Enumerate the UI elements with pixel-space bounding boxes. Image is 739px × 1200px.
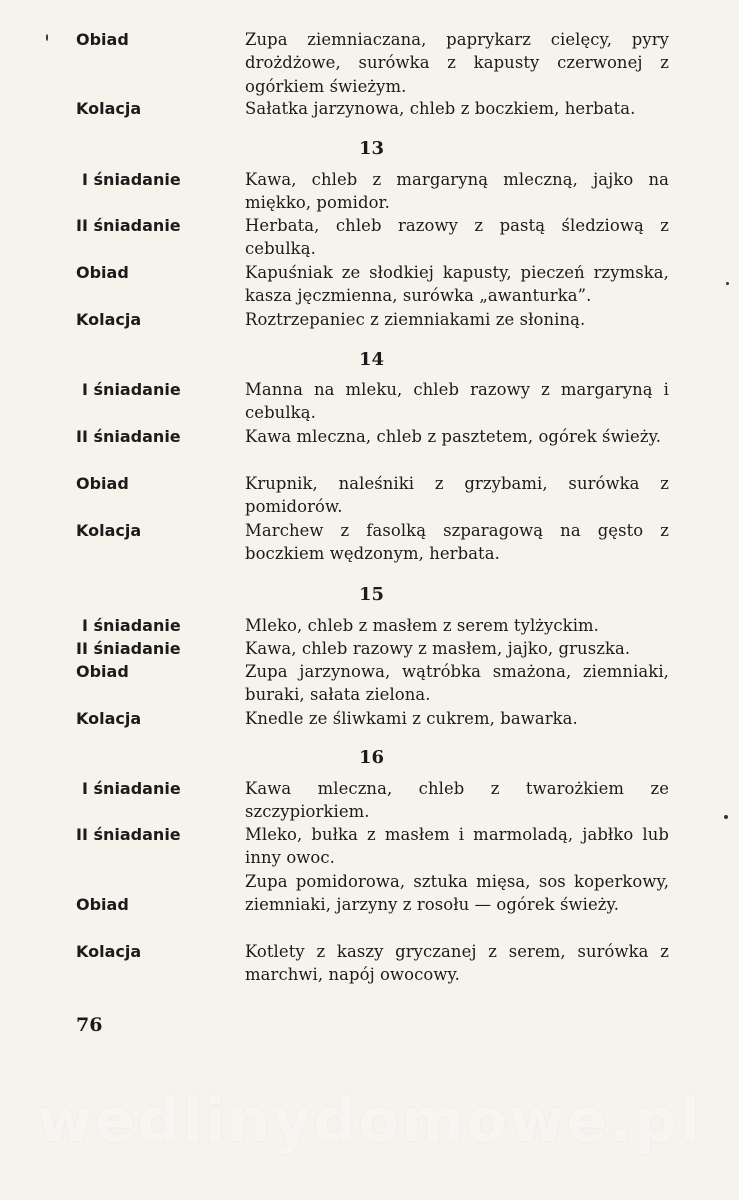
- meal-label: Kolacja: [76, 99, 142, 118]
- meal-description: Sałatka jarzynowa, chleb z boczkiem, herbata.: [245, 99, 636, 118]
- day-number-14: 14: [358, 349, 385, 370]
- meal-label: Obiad: [76, 662, 129, 681]
- meal-label: II śniadanie: [76, 639, 181, 658]
- meal-label: Obiad: [76, 474, 129, 493]
- page-number: 76: [76, 1014, 103, 1036]
- meal-label: II śniadanie: [76, 216, 181, 235]
- day-number-13: 13: [358, 138, 385, 159]
- meal-description: Zupa pomidorowa, sztuka mięsa, sos koperkowy, ziemniaki, jarzyny z rosołu — ogórek świeży.: [245, 872, 669, 915]
- scan-speck: [724, 815, 728, 819]
- meal-description: Kotlety z kaszy gryczanej z serem, surówka z marchwi, napój owocowy.: [245, 942, 669, 985]
- meal-description: Roztrzepaniec z ziemniakami ze słoniną.: [245, 310, 586, 329]
- meal-label: Obiad: [76, 263, 129, 282]
- meal-label: Kolacja: [76, 942, 142, 961]
- meal-label: I śniadanie: [82, 380, 181, 399]
- meal-label: Obiad: [76, 895, 129, 914]
- meal-label: Kolacja: [76, 709, 142, 728]
- meal-description: Marchew z fasolką szparagową na gęsto z boczkiem wędzonym, herbata.: [245, 521, 669, 564]
- meal-description: Knedle ze śliwkami z cukrem, bawarka.: [245, 709, 578, 728]
- meal-label: I śniadanie: [82, 779, 181, 798]
- meal-description: Kawa mleczna, chleb z twarożkiem ze szczypiorkiem.: [245, 779, 669, 822]
- meal-description: Kawa, chleb razowy z masłem, jajko, gruszka.: [245, 639, 631, 658]
- meal-label: Kolacja: [76, 521, 142, 540]
- meal-description: Kapuśniak ze słodkiej kapusty, pieczeń rzymska, kasza jęczmienna, surówka „awanturka”.: [245, 263, 669, 306]
- day-number-16: 16: [358, 747, 385, 768]
- meal-description: Zupa ziemniaczana, paprykarz cielęcy, pyry drożdżowe, surówka z kapusty czerwonej z ogórkiem świeżym.: [245, 30, 669, 96]
- meal-label: I śniadanie: [82, 616, 181, 635]
- meal-description: Mleko, bułka z masłem i marmoladą, jabłko lub inny owoc.: [245, 825, 669, 868]
- meal-description: Herbata, chleb razowy z pastą śledziową z cebulką.: [245, 216, 669, 259]
- meal-label: Obiad: [76, 30, 129, 49]
- meal-description: Mleko, chleb z masłem z serem tylżyckim.: [245, 616, 599, 635]
- meal-description: Zupa jarzynowa, wątróbka smażona, ziemniaki, buraki, sałata zielona.: [245, 662, 669, 705]
- day-number-15: 15: [358, 584, 385, 605]
- meal-description: Kawa, chleb z margaryną mleczną, jajko na miękko, pomidor.: [245, 170, 669, 213]
- watermark: wedlinydomowe.pl: [37, 1086, 702, 1156]
- meal-label: II śniadanie: [76, 825, 181, 844]
- scan-speck: [726, 282, 729, 285]
- meal-description: Krupnik, naleśniki z grzybami, surówka z pomidorów.: [245, 474, 669, 517]
- meal-description: Kawa mleczna, chleb z pasztetem, ogórek świeży.: [245, 427, 662, 446]
- meal-label: I śniadanie: [82, 170, 181, 189]
- meal-description: Manna na mleku, chleb razowy z margaryną i cebulką.: [245, 380, 669, 423]
- scan-speck: [46, 34, 48, 41]
- meal-label: II śniadanie: [76, 427, 181, 446]
- meal-label: Kolacja: [76, 310, 142, 329]
